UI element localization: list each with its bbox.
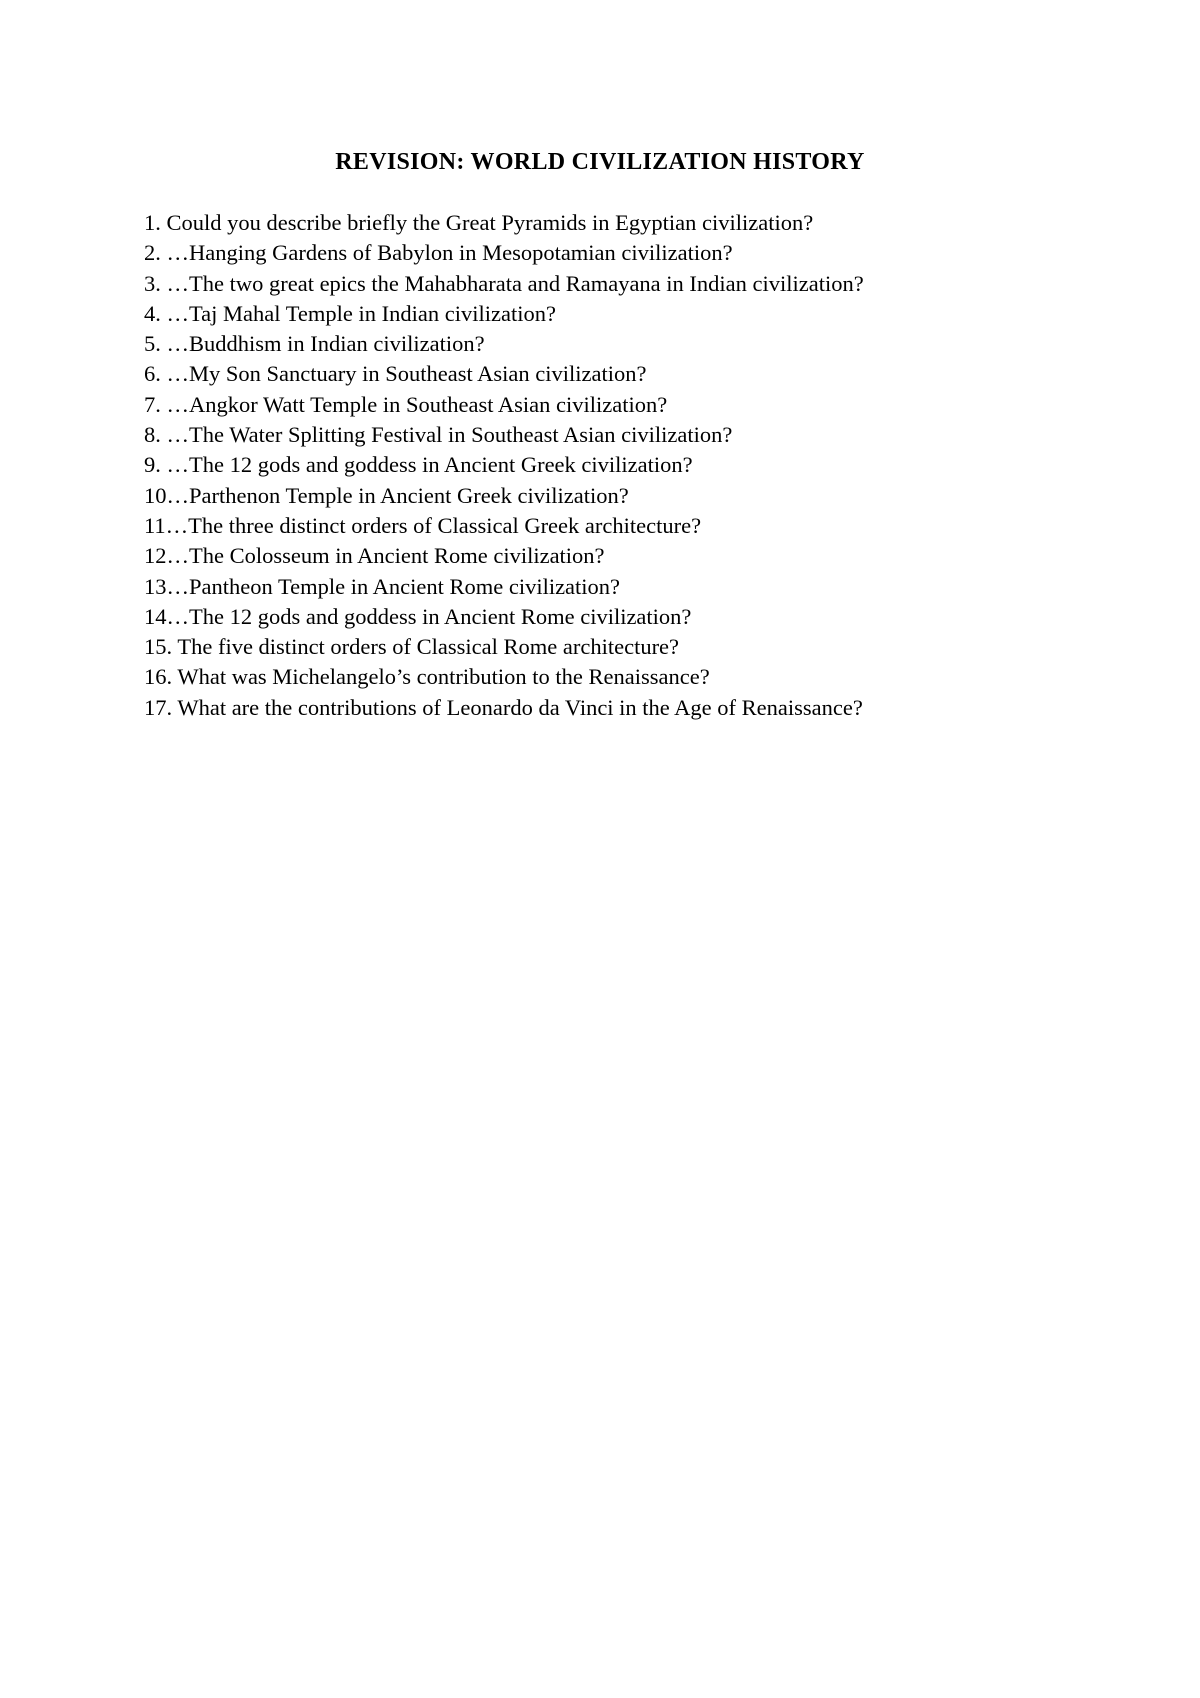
question-list — [144, 208, 864, 723]
question-item: 16. What was Michelangelo’s contribution to the Renaissance? — [144, 664, 710, 690]
question-item: 3. …The two great epics the Mahabharata and Ramayana in Indian civilization? — [144, 270, 864, 296]
question-item: 2. …Hanging Gardens of Babylon in Mesopotamian civilization? — [144, 240, 733, 266]
question-item: 6. …My Son Sanctuary in Southeast Asian civilization? — [144, 361, 647, 387]
question-item: 12…The Colosseum in Ancient Rome civilization? — [144, 543, 605, 569]
question-item: 17. What are the contributions of Leonardo da Vinci in the Age of Renaissance? — [144, 694, 863, 720]
question-item: 4. …Taj Mahal Temple in Indian civilization? — [144, 300, 556, 326]
question-item: 11…The three distinct orders of Classical Greek architecture? — [144, 512, 702, 538]
question-item: 9. …The 12 gods and goddess in Ancient Greek civilization? — [144, 452, 693, 478]
question-item: 7. …Angkor Watt Temple in Southeast Asian civilization? — [144, 391, 668, 417]
question-item: 15. The five distinct orders of Classical Rome architecture? — [144, 634, 680, 660]
page-title: REVISION: WORLD CIVILIZATION HISTORY — [335, 149, 865, 175]
question-item: 5. …Buddhism in Indian civilization? — [144, 331, 485, 357]
question-item: 10…Parthenon Temple in Ancient Greek civilization? — [144, 482, 629, 508]
question-item: 13…Pantheon Temple in Ancient Rome civilization? — [144, 573, 621, 599]
question-item: 8. …The Water Splitting Festival in Southeast Asian civilization? — [144, 422, 733, 448]
question-item: 14…The 12 gods and goddess in Ancient Rome civilization? — [144, 603, 692, 629]
question-item: 1. Could you describe briefly the Great Pyramids in Egyptian civilization? — [144, 210, 814, 235]
